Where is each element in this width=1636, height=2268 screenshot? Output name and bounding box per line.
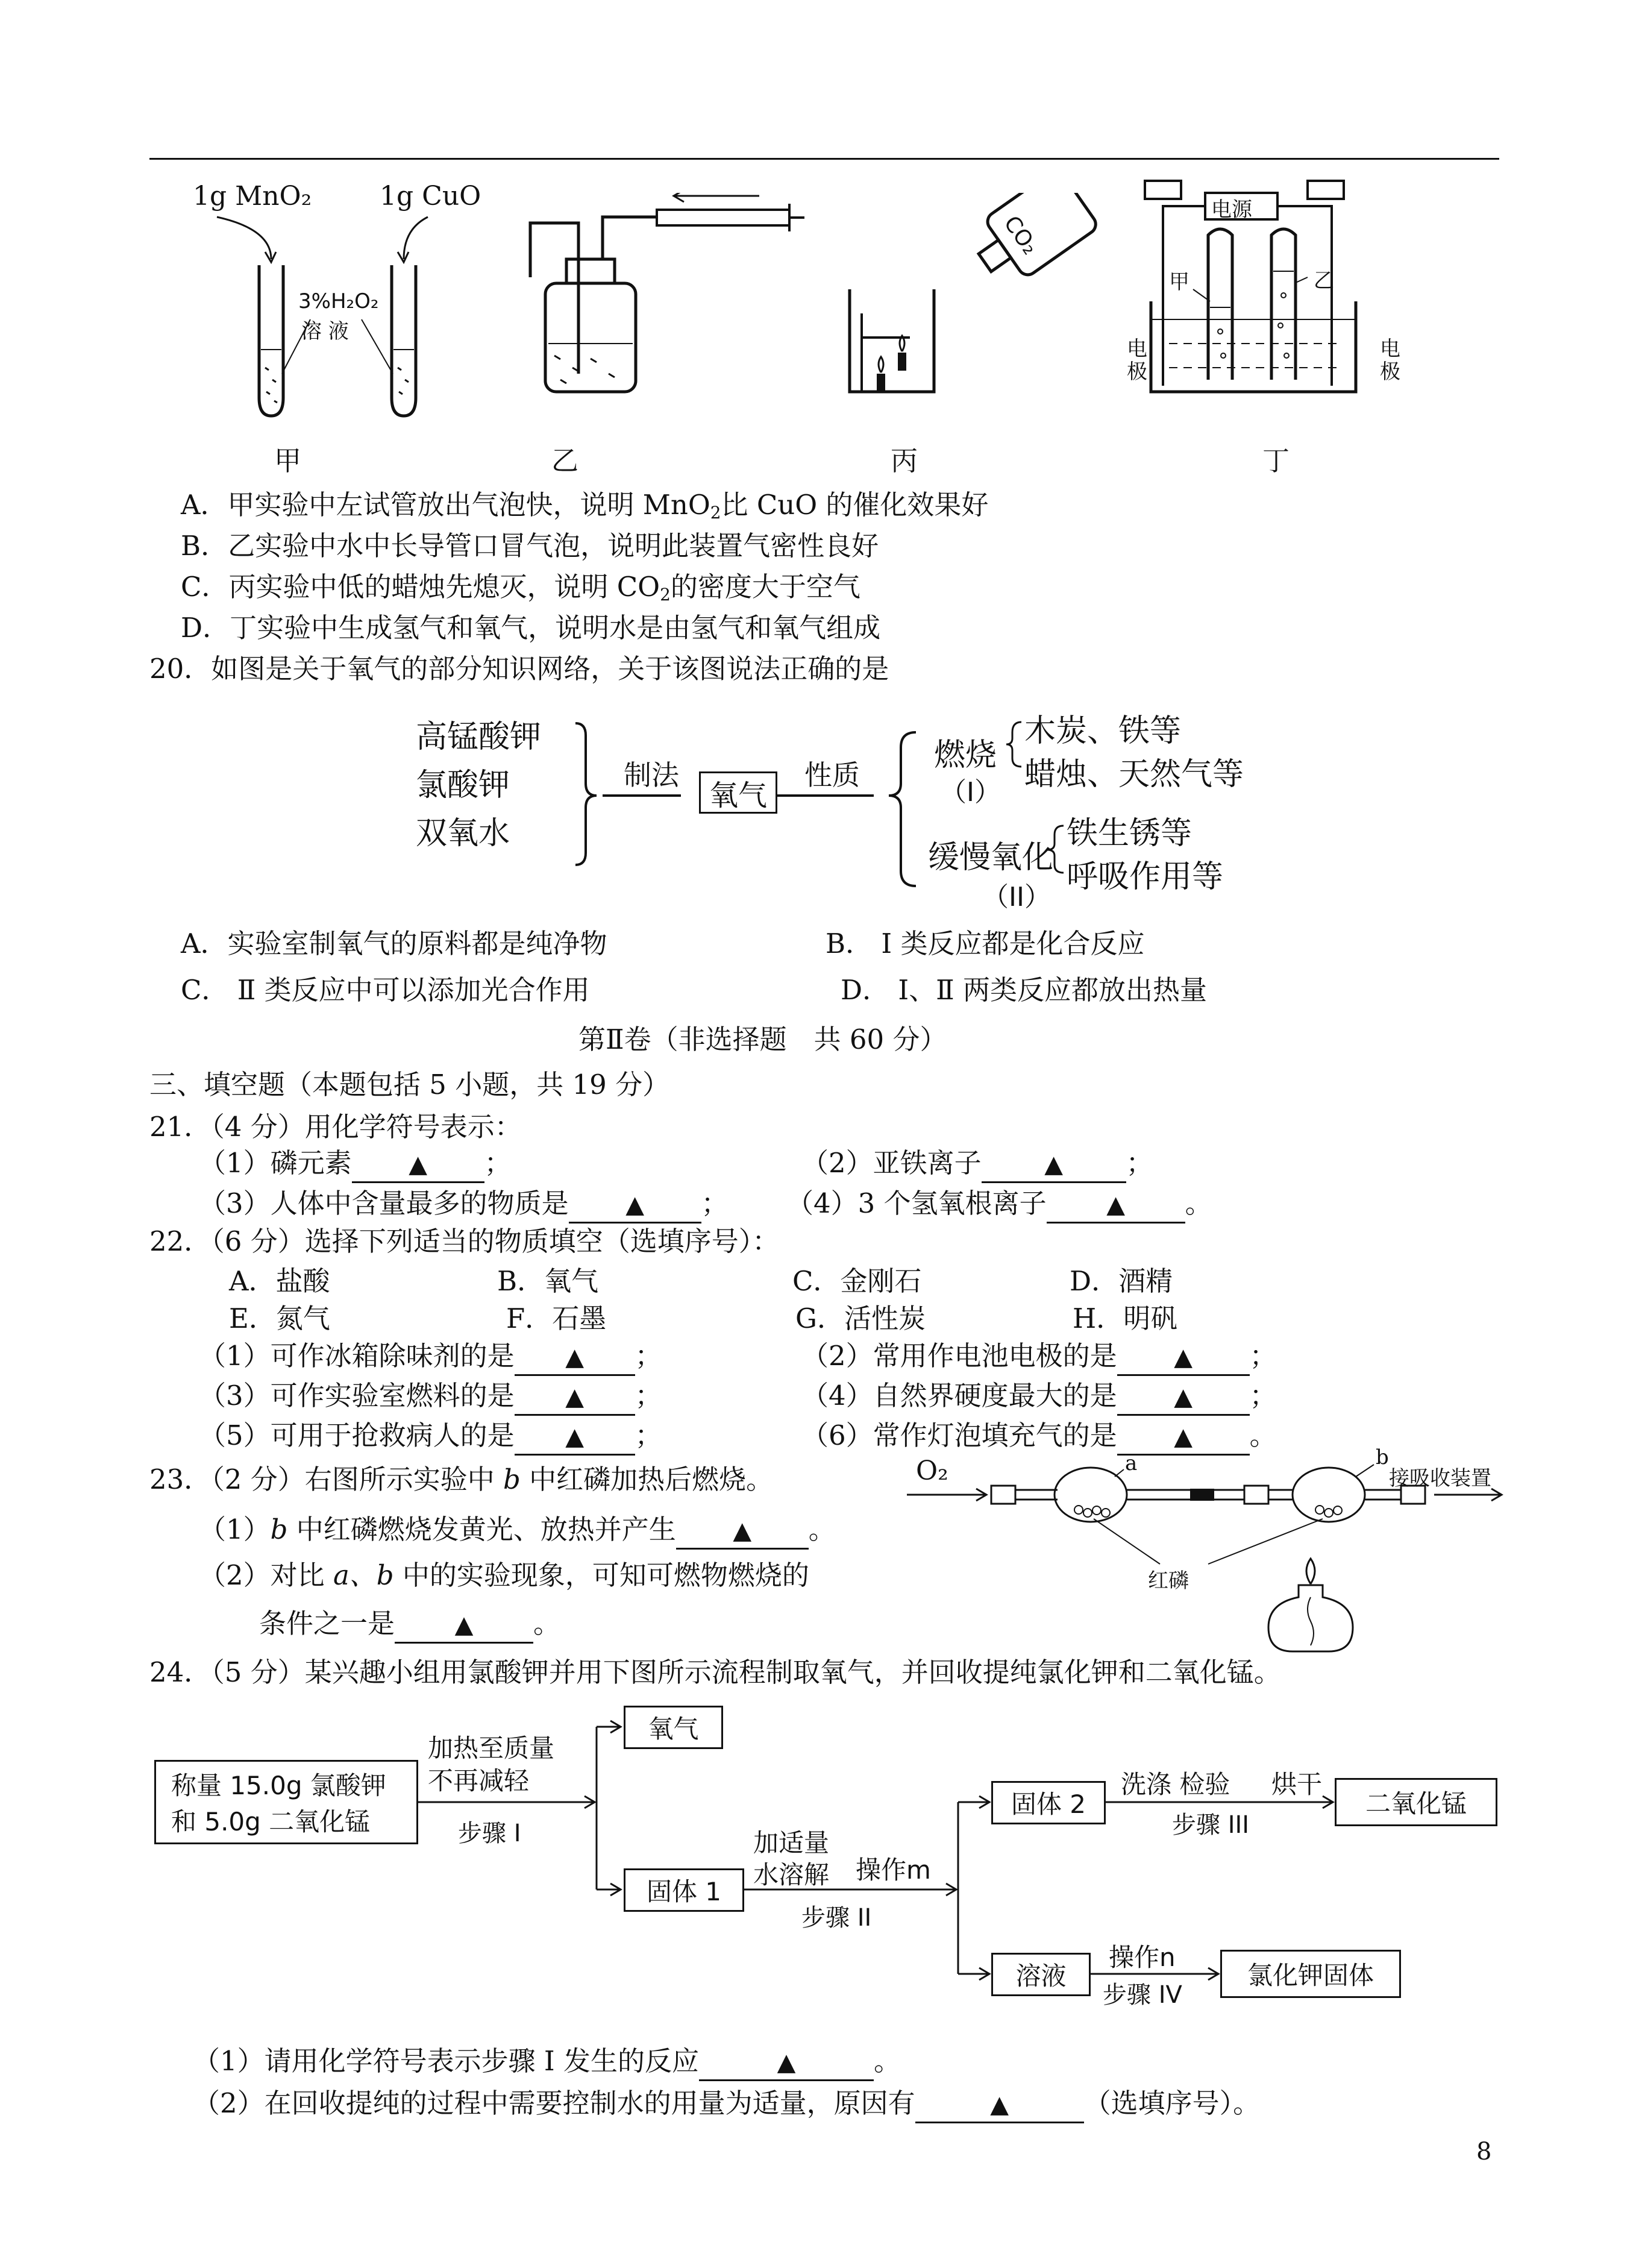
stem-post: 中红磷加热后燃烧。 [520, 1463, 774, 1495]
q22-stem: 22．（6 分）选择下列适当的物质填空（选填序号）： [149, 1225, 780, 1257]
triangle-icon: ▲ [733, 1517, 752, 1545]
caption-yi: 乙 [551, 445, 579, 477]
triangle-icon: ▲ [1174, 1423, 1193, 1451]
item-label: 中的实验现象，可知可燃物燃烧的 [393, 1559, 809, 1591]
step-2-label: 步骤 II [801, 1904, 872, 1932]
header-rule [149, 158, 1499, 160]
section-2-title: 第Ⅱ卷（非选择题 共 60 分） [578, 1023, 947, 1055]
burning-item-2: 蜡烛、天然气等 [1024, 756, 1244, 793]
option-text: 丙实验中低的蜡烛先熄灭，说明 CO [228, 571, 660, 603]
answer-blank[interactable] [352, 1146, 484, 1183]
triangle-icon: ▲ [1174, 1383, 1193, 1411]
water-label-1: 加适量 [753, 1828, 830, 1858]
water-label-2: 水溶解 [753, 1860, 830, 1889]
option-letter: C． [181, 571, 229, 603]
q19-option-c [181, 569, 860, 605]
item-end: 。 [874, 2045, 901, 2077]
answer-blank[interactable] [1047, 1187, 1185, 1224]
solution-label: 溶 液 [301, 319, 349, 344]
tube-yi-label: 乙 [1314, 269, 1334, 293]
start-box [154, 1760, 418, 1844]
item-end: ； [1249, 1380, 1277, 1412]
answer-blank[interactable] [1117, 1339, 1250, 1376]
figure-bing [844, 193, 1133, 398]
material-kclo3: 氯酸钾 [416, 767, 510, 803]
heat-label-2: 不再减轻 [428, 1766, 530, 1795]
answer-blank[interactable] [699, 2044, 874, 2081]
option-text: 丁实验中生成氢气和氧气，说明水是由氢气和氧气组成 [230, 612, 881, 644]
heat-label-1: 加热至质量 [428, 1733, 555, 1763]
start-line-1: 称量 15.0g 氯酸钾 [171, 1771, 386, 1800]
item-label: 中红磷燃烧发黄光、放热并产生 [287, 1513, 676, 1545]
burning-item-1: 木炭、铁等 [1024, 713, 1182, 749]
item-b: b [270, 1513, 288, 1545]
item-end: ； [701, 1187, 729, 1219]
tube-jia-label: 甲 [1169, 270, 1189, 294]
caption-bing: 丙 [891, 445, 918, 477]
q23-figure [907, 1445, 1503, 1657]
burning-label: 燃烧 [934, 737, 997, 773]
material-kmno4: 高锰酸钾 [416, 719, 542, 755]
make-label: 制法 [624, 759, 679, 791]
item-pre: （2）对比 [199, 1559, 333, 1591]
answer-blank[interactable] [915, 2087, 1084, 2123]
q23-item-2 [199, 1557, 809, 1594]
answer-blank[interactable] [515, 1379, 635, 1416]
caption-ding: 丁 [1262, 445, 1290, 477]
stem-b: b [503, 1463, 521, 1495]
item-label: （4）自然界硬度最大的是 [801, 1380, 1117, 1412]
q22-choice-f: F．石墨 [506, 1302, 607, 1334]
item-label: （3）可作实验室燃料的是 [199, 1380, 515, 1412]
q21-item-1 [199, 1145, 512, 1183]
item-label: （2）在回收提纯的过程中需要控制水的用量为适量，原因有 [193, 2087, 915, 2119]
q19-option-d [181, 610, 880, 646]
q24-item-2 [193, 2085, 1260, 2123]
q22-item-5 [199, 1418, 662, 1456]
item-label: （2）常用作电池电极的是 [801, 1340, 1117, 1372]
operation-n-label: 操作n [1109, 1943, 1176, 1972]
q21-item-4 [786, 1186, 1212, 1224]
burning-class: （I） [940, 777, 1001, 808]
q22-item-4 [801, 1378, 1277, 1416]
q22-choice-e: E．氮气 [229, 1302, 330, 1334]
option-letter: D． [181, 612, 230, 644]
item-end: （选填序号）。 [1083, 2087, 1261, 2119]
kcl-result-text: 氯化钾固体 [1247, 1961, 1374, 1990]
operation-m-label: 操作m [856, 1855, 931, 1885]
triangle-icon: ▲ [777, 2049, 796, 2076]
q22-item-1 [199, 1338, 662, 1376]
triangle-icon: ▲ [625, 1191, 645, 1219]
section-3-title: 三、填空题（本题包括 5 小题，共 19 分） [149, 1069, 670, 1101]
item-end: ； [635, 1419, 662, 1451]
q23-item-2-line2 [259, 1606, 560, 1644]
slow-oxidation-label: 缓慢氧化 [928, 840, 1054, 876]
oxygen-knowledge-network [410, 711, 1265, 928]
mno2-label: 1g MnO₂ [193, 181, 312, 212]
q24-item-1 [193, 2043, 901, 2081]
q20-stem: 20．如图是关于氧气的部分知识网络，关于该图说法正确的是 [149, 653, 889, 685]
oxygen-result-text: 氧气 [648, 1714, 699, 1744]
item-end: 。 [1249, 1419, 1277, 1451]
electrode-left-label: 电极 [1127, 337, 1147, 384]
mno2-result-text: 二氧化锰 [1365, 1789, 1467, 1818]
item-label: （6）常作灯泡填充气的是 [801, 1419, 1117, 1451]
triangle-icon: ▲ [454, 1611, 474, 1639]
step-3-label: 步骤 III [1172, 1811, 1250, 1839]
caption-jia: 甲 [274, 445, 302, 477]
option-text: 甲实验中左试管放出气泡快，说明 MnO [227, 489, 710, 521]
item-end: ； [484, 1147, 512, 1179]
triangle-icon: ▲ [565, 1423, 585, 1451]
red-phosphorus-label: 红磷 [1148, 1569, 1189, 1593]
item-end: ； [635, 1340, 662, 1372]
q24-stem: 24．（5 分）某兴趣小组用氯酸钾并用下图所示流程制取氧气，并回收提纯氯化钾和二氧化锰。 [149, 1656, 1281, 1688]
item-label: （2）亚铁离子 [801, 1147, 982, 1179]
q22-item-2 [801, 1338, 1277, 1376]
wash-label: 洗涤 检验 [1121, 1770, 1230, 1799]
q22-item-6 [801, 1418, 1277, 1456]
item-label: （5）可用于抢救病人的是 [199, 1419, 515, 1451]
option-subscript: 2 [660, 584, 671, 605]
item-label: （1）请用化学符号表示步骤 I 发生的反应 [193, 2045, 700, 2077]
point-b-label: b [1376, 1445, 1389, 1469]
q22-choice-b: B．氧气 [497, 1265, 599, 1297]
page-number: 8 [1476, 2138, 1492, 2166]
co2-pouring-diagram [844, 193, 1133, 398]
slow-item-2: 呼吸作用等 [1067, 859, 1224, 895]
triangle-icon: ▲ [409, 1151, 428, 1178]
q22-choice-a: A．盐酸 [229, 1265, 330, 1297]
solid-2-text: 固体 2 [1011, 1789, 1086, 1819]
option-letter: A． [181, 489, 228, 521]
answer-blank[interactable] [1117, 1379, 1250, 1416]
option-letter: B． [181, 530, 228, 562]
gas-bottle-syringe-diagram [518, 193, 807, 398]
item-end: ； [1249, 1340, 1277, 1372]
triangle-icon: ▲ [1174, 1343, 1193, 1371]
o2-label: O₂ [916, 1456, 948, 1486]
option-text-post: 比 CuO 的催化效果好 [721, 489, 989, 521]
option-text: 乙实验中水中长导管口冒气泡，说明此装置气密性良好 [228, 530, 879, 562]
oxygen-result-box [624, 1706, 723, 1749]
property-label: 性质 [804, 759, 860, 791]
slow-oxidation-class: （II） [982, 882, 1051, 913]
solid-1-text: 固体 1 [646, 1877, 722, 1906]
q20-option-d: D． Ⅰ、Ⅱ 两类反应都放出热量 [841, 974, 1208, 1006]
q20-option-a: A．实验室制氧气的原料都是纯净物 [181, 928, 607, 960]
q21-item-3 [199, 1186, 729, 1224]
q22-choice-c: C．金刚石 [792, 1265, 922, 1297]
item-end: 。 [533, 1607, 561, 1639]
slow-item-1: 铁生锈等 [1067, 815, 1193, 852]
figure-jia [181, 175, 494, 422]
solid-2-box [991, 1781, 1106, 1824]
triangle-icon: ▲ [565, 1383, 585, 1411]
answer-blank[interactable] [1117, 1419, 1250, 1456]
outlet-label: 接吸收装置 [1389, 1466, 1491, 1491]
triangle-icon: ▲ [1106, 1191, 1125, 1219]
material-h2o2: 双氧水 [416, 815, 510, 852]
power-label: 电源 [1211, 198, 1252, 222]
solution-box [991, 1953, 1091, 1996]
start-line-2: 和 5.0g 二氧化锰 [171, 1807, 371, 1836]
triangle-icon: ▲ [990, 2091, 1009, 2119]
q23-stem [149, 1462, 773, 1498]
q24-flowchart [151, 1694, 1506, 2007]
q19-option-a [181, 487, 988, 523]
q23-item-1 [199, 1512, 836, 1550]
item-label: （3）人体中含量最多的物质是 [199, 1187, 569, 1219]
answer-blank[interactable] [515, 1419, 635, 1456]
solution-text: 溶液 [1015, 1961, 1067, 1991]
step-1-label: 步骤 I [458, 1820, 521, 1847]
q22-choice-g: G．活性炭 [795, 1302, 926, 1334]
stem-pre: 23．（2 分）右图所示实验中 [149, 1463, 504, 1495]
cuo-label: 1g CuO [380, 181, 481, 212]
q19-option-b [181, 528, 879, 564]
triangle-icon: ▲ [1044, 1151, 1064, 1178]
option-subscript: 2 [710, 502, 721, 523]
item-ab: a、b [333, 1559, 394, 1591]
figure-yi [518, 193, 807, 398]
co2-bottle-label: CO₂ [998, 211, 1043, 260]
oxygen-box-text: 氧气 [709, 778, 767, 812]
figure-ding [1127, 175, 1416, 404]
item-label: 条件之一是 [259, 1607, 395, 1639]
point-a-label: a [1125, 1451, 1138, 1475]
step-4-label: 步骤 IV [1103, 1981, 1182, 2009]
answer-blank[interactable] [395, 1607, 533, 1644]
q21-item-2 [801, 1145, 1153, 1183]
answer-blank[interactable] [982, 1146, 1126, 1183]
item-pre: （1） [199, 1513, 271, 1545]
item-label: （4）3 个氢氧根离子 [786, 1187, 1047, 1219]
item-label: （1）可作冰箱除味剂的是 [199, 1340, 515, 1372]
q20-option-c: C． Ⅱ 类反应中可以添加光合作用 [181, 974, 590, 1006]
option-text-post: 的密度大于空气 [670, 571, 860, 603]
answer-blank[interactable] [515, 1339, 635, 1376]
h2o2-label: 3%H₂O₂ [298, 289, 379, 313]
mno2-result-box [1335, 1778, 1497, 1826]
q21-stem: 21．（4 分）用化学符号表示： [149, 1111, 522, 1143]
triangle-icon: ▲ [565, 1343, 585, 1371]
q22-choice-h: H．明矾 [1073, 1302, 1178, 1334]
item-end: ； [1126, 1147, 1153, 1179]
q22-item-3 [199, 1378, 662, 1416]
item-end: 。 [1185, 1187, 1212, 1219]
dry-label: 烘干 [1271, 1770, 1323, 1799]
item-label: （1）磷元素 [199, 1147, 352, 1179]
oxygen-box [699, 771, 777, 814]
solid-1-box [624, 1868, 744, 1912]
answer-blank[interactable] [569, 1187, 701, 1224]
electrode-right-label: 电极 [1380, 337, 1400, 384]
item-end: 。 [808, 1513, 836, 1545]
kcl-result-box [1220, 1950, 1401, 1998]
answer-blank[interactable] [676, 1513, 809, 1550]
q20-option-b: B． Ⅰ 类反应都是化合反应 [826, 928, 1145, 960]
q22-choice-d: D．酒精 [1070, 1265, 1173, 1297]
item-end: ； [635, 1380, 662, 1412]
